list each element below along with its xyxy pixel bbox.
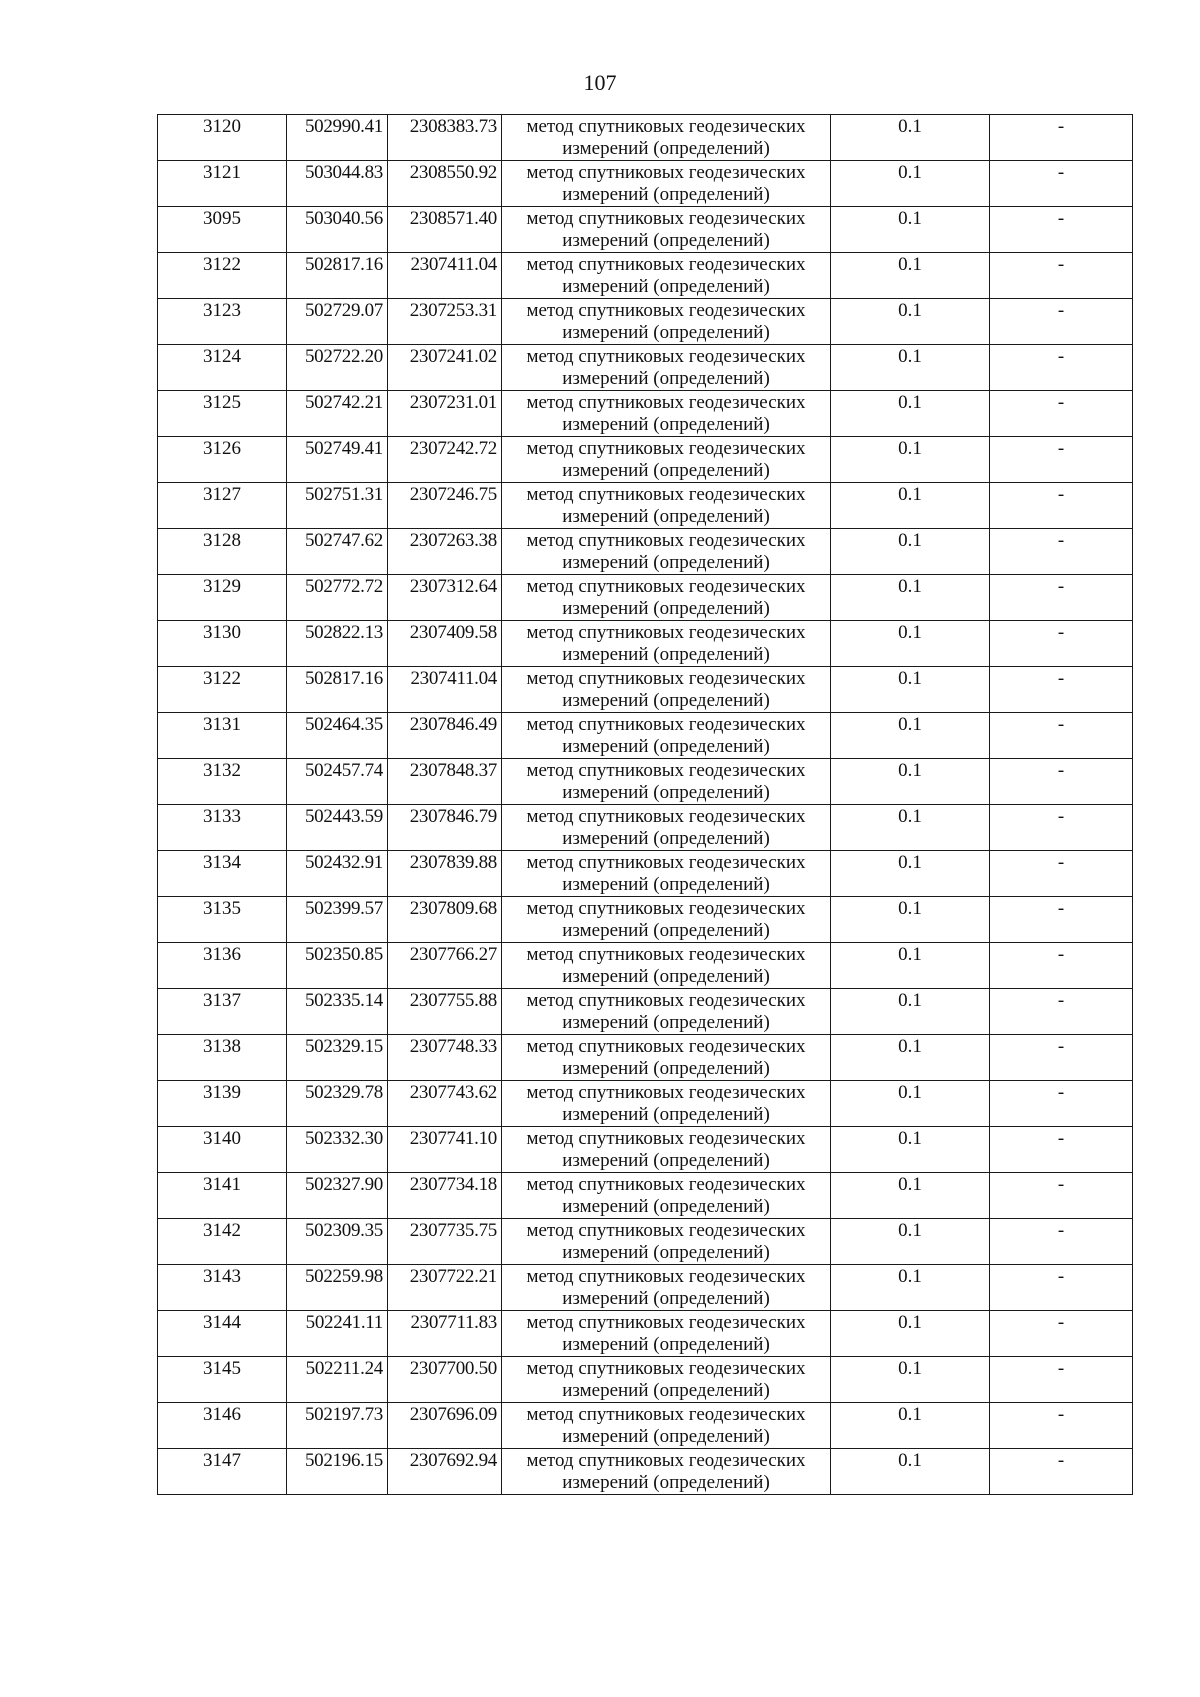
y-coordinate-cell: 2307846.49 (388, 713, 502, 759)
y-coordinate-cell: 2307231.01 (388, 391, 502, 437)
method-line-1: метод спутниковых геодезических (526, 944, 806, 965)
method-line-2: измерений (определений) (562, 1058, 770, 1079)
y-coordinate-cell: 2307735.75 (388, 1219, 502, 1265)
point-number-cell: 3131 (158, 713, 287, 759)
description-cell: - (990, 943, 1133, 989)
description-cell: - (990, 897, 1133, 943)
x-coordinate-cell: 502990.41 (287, 115, 388, 161)
description-cell: - (990, 989, 1133, 1035)
point-number-cell: 3136 (158, 943, 287, 989)
accuracy-cell: 0.1 (831, 1449, 990, 1495)
coordinates-table (157, 114, 1133, 1495)
accuracy-cell: 0.1 (831, 1311, 990, 1357)
method-cell (502, 1219, 831, 1265)
method-line-1: метод спутниковых геодезических (526, 208, 806, 229)
method-line-1: метод спутниковых геодезических (526, 1404, 806, 1425)
table-row (158, 299, 1133, 345)
method-line-1: метод спутниковых геодезических (526, 392, 806, 413)
description-cell: - (990, 1403, 1133, 1449)
description-cell: - (990, 529, 1133, 575)
accuracy-cell: 0.1 (831, 575, 990, 621)
method-line-2: измерений (определений) (562, 598, 770, 619)
method-cell (502, 943, 831, 989)
point-number-cell: 3132 (158, 759, 287, 805)
point-number-cell: 3140 (158, 1127, 287, 1173)
table-row (158, 1173, 1133, 1219)
y-coordinate-cell: 2307411.04 (388, 667, 502, 713)
method-cell (502, 253, 831, 299)
point-number-cell: 3128 (158, 529, 287, 575)
table-row (158, 805, 1133, 851)
x-coordinate-cell: 502350.85 (287, 943, 388, 989)
description-cell: - (990, 1311, 1133, 1357)
method-line-2: измерений (определений) (562, 1288, 770, 1309)
x-coordinate-cell: 502817.16 (287, 667, 388, 713)
description-cell: - (990, 621, 1133, 667)
method-line-2: измерений (определений) (562, 1104, 770, 1125)
y-coordinate-cell: 2307755.88 (388, 989, 502, 1035)
description-cell: - (990, 575, 1133, 621)
table-row (158, 759, 1133, 805)
method-line-2: измерений (определений) (562, 138, 770, 159)
y-coordinate-cell: 2307846.79 (388, 805, 502, 851)
point-number-cell: 3123 (158, 299, 287, 345)
point-number-cell: 3142 (158, 1219, 287, 1265)
method-cell (502, 805, 831, 851)
y-coordinate-cell: 2308571.40 (388, 207, 502, 253)
table-row (158, 1219, 1133, 1265)
accuracy-cell: 0.1 (831, 207, 990, 253)
method-line-1: метод спутниковых геодезических (526, 1312, 806, 1333)
method-cell (502, 1173, 831, 1219)
y-coordinate-cell: 2307848.37 (388, 759, 502, 805)
x-coordinate-cell: 502399.57 (287, 897, 388, 943)
point-number-cell: 3095 (158, 207, 287, 253)
accuracy-cell: 0.1 (831, 1035, 990, 1081)
method-line-2: измерений (определений) (562, 276, 770, 297)
table-row (158, 943, 1133, 989)
description-cell: - (990, 1127, 1133, 1173)
x-coordinate-cell: 502332.30 (287, 1127, 388, 1173)
description-cell: - (990, 1265, 1133, 1311)
point-number-cell: 3122 (158, 667, 287, 713)
point-number-cell: 3137 (158, 989, 287, 1035)
y-coordinate-cell: 2307246.75 (388, 483, 502, 529)
method-line-1: метод спутниковых геодезических (526, 668, 806, 689)
method-line-2: измерений (определений) (562, 1196, 770, 1217)
x-coordinate-cell: 502722.20 (287, 345, 388, 391)
accuracy-cell: 0.1 (831, 621, 990, 667)
table-row (158, 1035, 1133, 1081)
method-cell (502, 621, 831, 667)
accuracy-cell: 0.1 (831, 713, 990, 759)
x-coordinate-cell: 502329.78 (287, 1081, 388, 1127)
method-line-1: метод спутниковых геодезических (526, 116, 806, 137)
method-line-2: измерений (определений) (562, 966, 770, 987)
method-line-2: измерений (определений) (562, 506, 770, 527)
table-row (158, 207, 1133, 253)
x-coordinate-cell: 502329.15 (287, 1035, 388, 1081)
page-number: 107 (583, 70, 617, 95)
y-coordinate-cell: 2307253.31 (388, 299, 502, 345)
description-cell: - (990, 1035, 1133, 1081)
method-line-2: измерений (определений) (562, 920, 770, 941)
accuracy-cell: 0.1 (831, 667, 990, 713)
point-number-cell: 3144 (158, 1311, 287, 1357)
accuracy-cell: 0.1 (831, 437, 990, 483)
accuracy-cell: 0.1 (831, 1403, 990, 1449)
table-row (158, 1311, 1133, 1357)
description-cell: - (990, 1449, 1133, 1495)
method-cell (502, 897, 831, 943)
method-line-1: метод спутниковых геодезических (526, 806, 806, 827)
accuracy-cell: 0.1 (831, 1127, 990, 1173)
x-coordinate-cell: 502211.24 (287, 1357, 388, 1403)
x-coordinate-cell: 502259.98 (287, 1265, 388, 1311)
method-line-1: метод спутниковых геодезических (526, 484, 806, 505)
y-coordinate-cell: 2307766.27 (388, 943, 502, 989)
accuracy-cell: 0.1 (831, 897, 990, 943)
y-coordinate-cell: 2307722.21 (388, 1265, 502, 1311)
x-coordinate-cell: 503040.56 (287, 207, 388, 253)
table-row (158, 851, 1133, 897)
method-line-1: метод спутниковых геодезических (526, 852, 806, 873)
x-coordinate-cell: 502747.62 (287, 529, 388, 575)
method-line-2: измерений (определений) (562, 552, 770, 573)
method-line-2: измерений (определений) (562, 690, 770, 711)
method-line-2: измерений (определений) (562, 1472, 770, 1493)
accuracy-cell: 0.1 (831, 1357, 990, 1403)
method-line-2: измерений (определений) (562, 736, 770, 757)
table-row (158, 989, 1133, 1035)
method-line-2: измерений (определений) (562, 828, 770, 849)
description-cell: - (990, 805, 1133, 851)
method-line-1: метод спутниковых геодезических (526, 576, 806, 597)
table-row (158, 253, 1133, 299)
method-line-1: метод спутниковых геодезических (526, 1174, 806, 1195)
description-cell: - (990, 483, 1133, 529)
y-coordinate-cell: 2307711.83 (388, 1311, 502, 1357)
method-line-1: метод спутниковых геодезических (526, 530, 806, 551)
coordinates-table-body (158, 115, 1133, 1495)
method-line-1: метод спутниковых геодезических (526, 346, 806, 367)
description-cell: - (990, 253, 1133, 299)
accuracy-cell: 0.1 (831, 253, 990, 299)
table-row (158, 1403, 1133, 1449)
accuracy-cell: 0.1 (831, 483, 990, 529)
y-coordinate-cell: 2307741.10 (388, 1127, 502, 1173)
description-cell: - (990, 1081, 1133, 1127)
point-number-cell: 3134 (158, 851, 287, 897)
point-number-cell: 3138 (158, 1035, 287, 1081)
method-cell (502, 1127, 831, 1173)
accuracy-cell: 0.1 (831, 1173, 990, 1219)
method-line-1: метод спутниковых геодезических (526, 1358, 806, 1379)
method-line-1: метод спутниковых геодезических (526, 300, 806, 321)
description-cell: - (990, 437, 1133, 483)
table-row (158, 161, 1133, 207)
method-line-1: метод спутниковых геодезических (526, 1036, 806, 1057)
y-coordinate-cell: 2307312.64 (388, 575, 502, 621)
table-row (158, 713, 1133, 759)
accuracy-cell: 0.1 (831, 759, 990, 805)
x-coordinate-cell: 502432.91 (287, 851, 388, 897)
description-cell: - (990, 161, 1133, 207)
method-cell (502, 851, 831, 897)
point-number-cell: 3129 (158, 575, 287, 621)
y-coordinate-cell: 2307700.50 (388, 1357, 502, 1403)
table-row (158, 1081, 1133, 1127)
description-cell: - (990, 1219, 1133, 1265)
y-coordinate-cell: 2307241.02 (388, 345, 502, 391)
method-cell (502, 1081, 831, 1127)
method-cell (502, 1311, 831, 1357)
method-line-1: метод спутниковых геодезических (526, 760, 806, 781)
x-coordinate-cell: 502464.35 (287, 713, 388, 759)
description-cell: - (990, 759, 1133, 805)
accuracy-cell: 0.1 (831, 1265, 990, 1311)
method-line-2: измерений (определений) (562, 644, 770, 665)
accuracy-cell: 0.1 (831, 943, 990, 989)
description-cell: - (990, 851, 1133, 897)
method-line-1: метод спутниковых геодезических (526, 1450, 806, 1471)
point-number-cell: 3139 (158, 1081, 287, 1127)
table-row (158, 1357, 1133, 1403)
method-line-1: метод спутниковых геодезических (526, 898, 806, 919)
point-number-cell: 3126 (158, 437, 287, 483)
method-line-1: метод спутниковых геодезических (526, 1082, 806, 1103)
accuracy-cell: 0.1 (831, 345, 990, 391)
y-coordinate-cell: 2307696.09 (388, 1403, 502, 1449)
method-cell (502, 713, 831, 759)
point-number-cell: 3146 (158, 1403, 287, 1449)
method-cell (502, 529, 831, 575)
x-coordinate-cell: 502457.74 (287, 759, 388, 805)
point-number-cell: 3143 (158, 1265, 287, 1311)
x-coordinate-cell: 502751.31 (287, 483, 388, 529)
method-line-1: метод спутниковых геодезических (526, 1128, 806, 1149)
method-cell (502, 345, 831, 391)
method-cell (502, 1403, 831, 1449)
y-coordinate-cell: 2307242.72 (388, 437, 502, 483)
table-row (158, 575, 1133, 621)
x-coordinate-cell: 503044.83 (287, 161, 388, 207)
x-coordinate-cell: 502729.07 (287, 299, 388, 345)
method-line-2: измерений (определений) (562, 460, 770, 481)
table-row (158, 897, 1133, 943)
accuracy-cell: 0.1 (831, 1219, 990, 1265)
table-row (158, 529, 1133, 575)
point-number-cell: 3133 (158, 805, 287, 851)
table-row (158, 115, 1133, 161)
y-coordinate-cell: 2307409.58 (388, 621, 502, 667)
accuracy-cell: 0.1 (831, 115, 990, 161)
y-coordinate-cell: 2307734.18 (388, 1173, 502, 1219)
method-line-2: измерений (определений) (562, 782, 770, 803)
table-row (158, 1127, 1133, 1173)
method-line-1: метод спутниковых геодезических (526, 1266, 806, 1287)
method-line-2: измерений (определений) (562, 322, 770, 343)
method-line-1: метод спутниковых геодезических (526, 162, 806, 183)
method-line-2: измерений (определений) (562, 414, 770, 435)
x-coordinate-cell: 502749.41 (287, 437, 388, 483)
method-line-1: метод спутниковых геодезических (526, 438, 806, 459)
x-coordinate-cell: 502241.11 (287, 1311, 388, 1357)
accuracy-cell: 0.1 (831, 851, 990, 897)
method-cell (502, 391, 831, 437)
point-number-cell: 3120 (158, 115, 287, 161)
y-coordinate-cell: 2308550.92 (388, 161, 502, 207)
y-coordinate-cell: 2308383.73 (388, 115, 502, 161)
point-number-cell: 3125 (158, 391, 287, 437)
description-cell: - (990, 391, 1133, 437)
accuracy-cell: 0.1 (831, 299, 990, 345)
method-line-1: метод спутниковых геодезических (526, 714, 806, 735)
point-number-cell: 3124 (158, 345, 287, 391)
table-row (158, 437, 1133, 483)
x-coordinate-cell: 502196.15 (287, 1449, 388, 1495)
point-number-cell: 3147 (158, 1449, 287, 1495)
method-cell (502, 299, 831, 345)
y-coordinate-cell: 2307743.62 (388, 1081, 502, 1127)
x-coordinate-cell: 502822.13 (287, 621, 388, 667)
description-cell: - (990, 345, 1133, 391)
method-line-2: измерений (определений) (562, 230, 770, 251)
method-line-2: измерений (определений) (562, 1242, 770, 1263)
method-line-2: измерений (определений) (562, 1426, 770, 1447)
y-coordinate-cell: 2307411.04 (388, 253, 502, 299)
x-coordinate-cell: 502817.16 (287, 253, 388, 299)
method-cell (502, 575, 831, 621)
point-number-cell: 3130 (158, 621, 287, 667)
y-coordinate-cell: 2307809.68 (388, 897, 502, 943)
accuracy-cell: 0.1 (831, 391, 990, 437)
x-coordinate-cell: 502742.21 (287, 391, 388, 437)
point-number-cell: 3141 (158, 1173, 287, 1219)
method-line-2: измерений (определений) (562, 184, 770, 205)
description-cell: - (990, 299, 1133, 345)
description-cell: - (990, 1173, 1133, 1219)
accuracy-cell: 0.1 (831, 161, 990, 207)
description-cell: - (990, 667, 1133, 713)
method-line-2: измерений (определений) (562, 874, 770, 895)
description-cell: - (990, 713, 1133, 759)
method-cell (502, 115, 831, 161)
method-cell (502, 989, 831, 1035)
method-line-2: измерений (определений) (562, 1380, 770, 1401)
point-number-cell: 3127 (158, 483, 287, 529)
accuracy-cell: 0.1 (831, 805, 990, 851)
x-coordinate-cell: 502335.14 (287, 989, 388, 1035)
method-cell (502, 1357, 831, 1403)
method-line-2: измерений (определений) (562, 368, 770, 389)
accuracy-cell: 0.1 (831, 1081, 990, 1127)
point-number-cell: 3135 (158, 897, 287, 943)
description-cell: - (990, 1357, 1133, 1403)
description-cell: - (990, 207, 1133, 253)
x-coordinate-cell: 502772.72 (287, 575, 388, 621)
method-line-1: метод спутниковых геодезических (526, 254, 806, 275)
method-cell (502, 207, 831, 253)
point-number-cell: 3121 (158, 161, 287, 207)
table-row (158, 1449, 1133, 1495)
table-row (158, 1265, 1133, 1311)
accuracy-cell: 0.1 (831, 989, 990, 1035)
method-cell (502, 483, 831, 529)
y-coordinate-cell: 2307692.94 (388, 1449, 502, 1495)
accuracy-cell: 0.1 (831, 529, 990, 575)
y-coordinate-cell: 2307748.33 (388, 1035, 502, 1081)
method-line-1: метод спутниковых геодезических (526, 990, 806, 1011)
description-cell: - (990, 115, 1133, 161)
table-row (158, 483, 1133, 529)
method-cell (502, 759, 831, 805)
method-line-2: измерений (определений) (562, 1012, 770, 1033)
x-coordinate-cell: 502197.73 (287, 1403, 388, 1449)
x-coordinate-cell: 502443.59 (287, 805, 388, 851)
table-row (158, 345, 1133, 391)
y-coordinate-cell: 2307839.88 (388, 851, 502, 897)
table-row (158, 391, 1133, 437)
method-cell (502, 667, 831, 713)
y-coordinate-cell: 2307263.38 (388, 529, 502, 575)
table-row (158, 667, 1133, 713)
method-cell (502, 437, 831, 483)
method-cell (502, 161, 831, 207)
x-coordinate-cell: 502327.90 (287, 1173, 388, 1219)
method-cell (502, 1265, 831, 1311)
method-cell (502, 1035, 831, 1081)
method-line-1: метод спутниковых геодезических (526, 1220, 806, 1241)
method-line-2: измерений (определений) (562, 1150, 770, 1171)
table-row (158, 621, 1133, 667)
method-line-2: измерений (определений) (562, 1334, 770, 1355)
point-number-cell: 3145 (158, 1357, 287, 1403)
method-line-1: метод спутниковых геодезических (526, 622, 806, 643)
method-cell (502, 1449, 831, 1495)
x-coordinate-cell: 502309.35 (287, 1219, 388, 1265)
point-number-cell: 3122 (158, 253, 287, 299)
